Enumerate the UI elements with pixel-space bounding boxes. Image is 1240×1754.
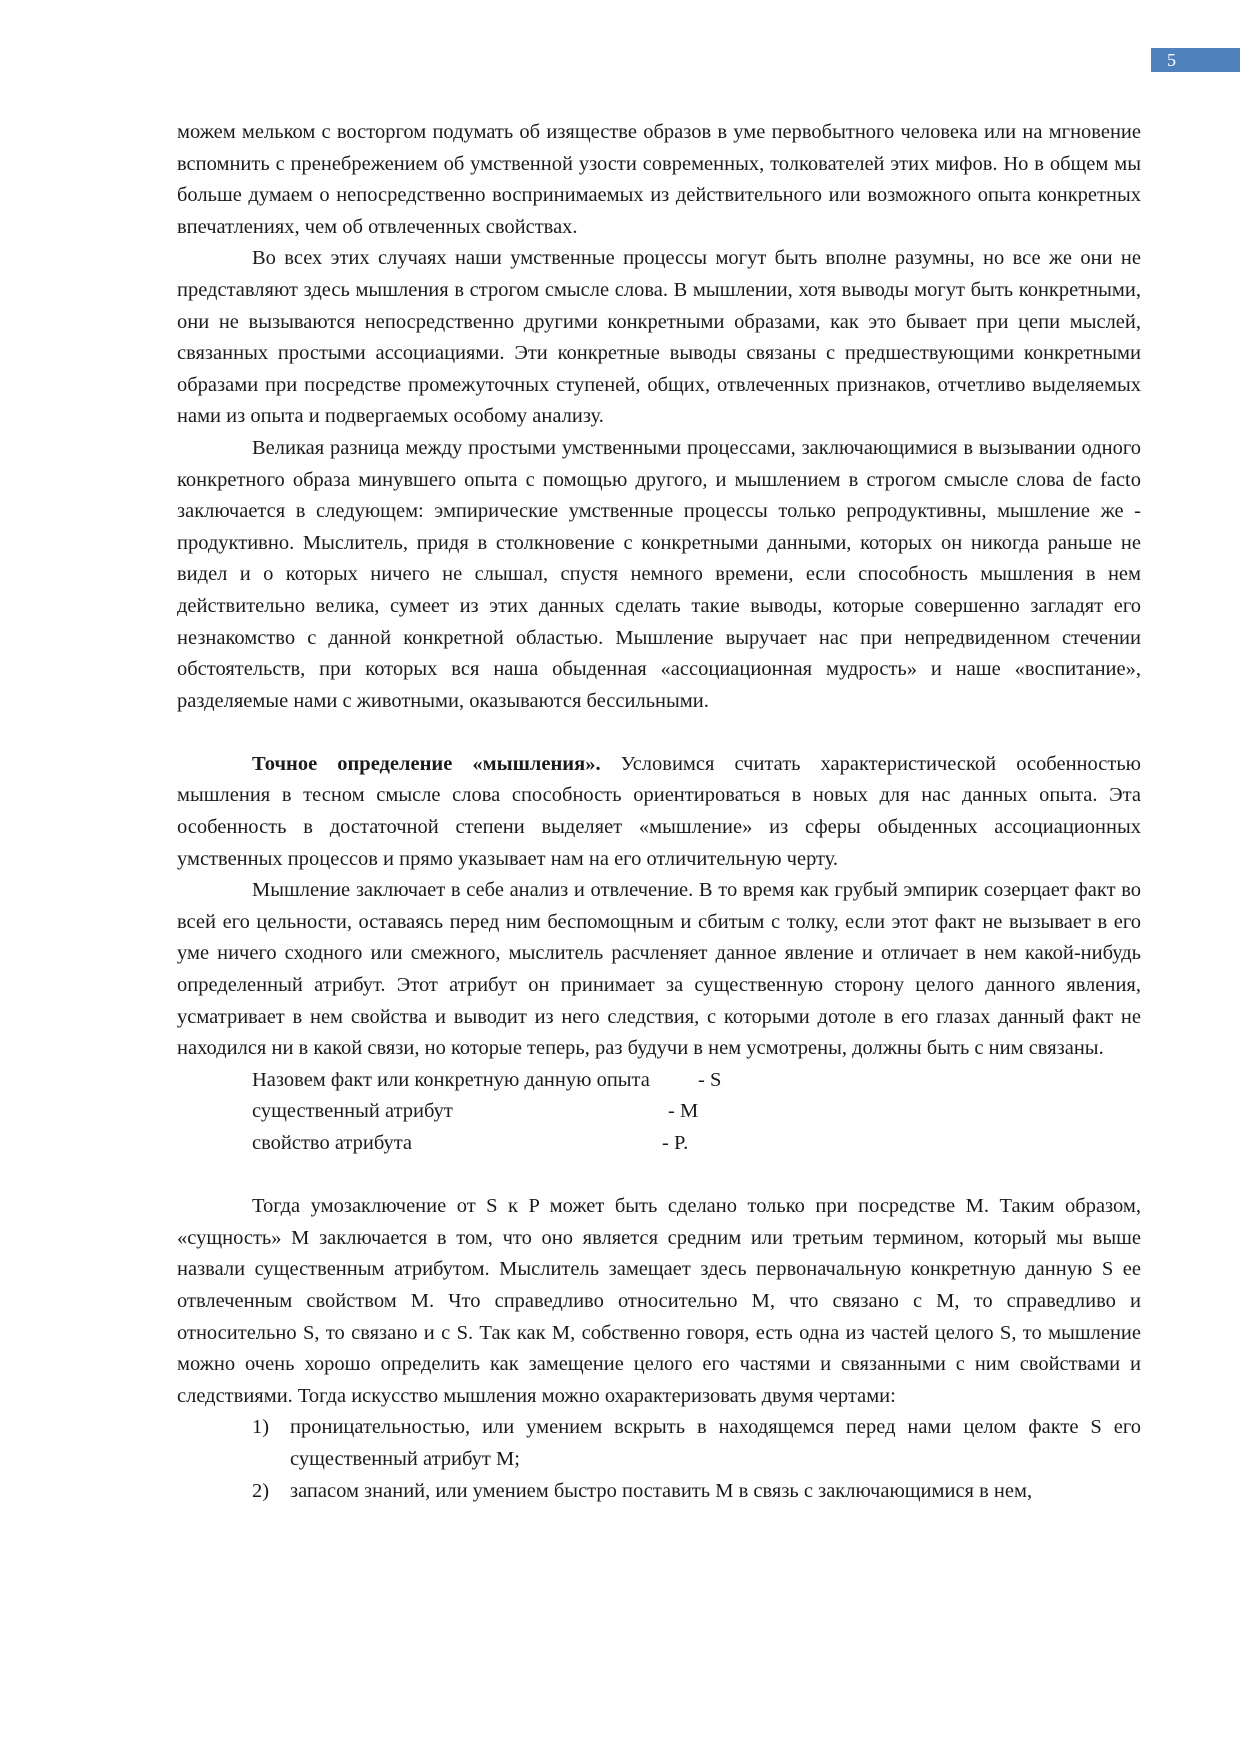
paragraph-5: Мышление заключает в себе анализ и отвлечение. В то время как грубый эмпирик созерцает факт во всей его цельности, оставаясь перед ним беспомощным и сбитым с толку, если этот факт не вызывает в его уме ничего сходного или смежного, мыслитель расчленяет данное явление и отличает в нем какой-нибудь определенный атрибут. Этот атрибут он принимает за существенную сторону целого данного явления, усматривает в нем свойства и выводит из него следствия, с которыми дотоле в его глазах данный факт не находился ни в какой связи, но которые теперь, раз будучи в нем усмотрены, должны быть с ним связаны. [177, 879, 1141, 1060]
definitions-list [252, 1065, 1141, 1160]
list-item-text: запасом знаний, или умением быстро поставить M в связь с заключающимися в нем, [290, 1479, 1033, 1502]
list-item [252, 1412, 1141, 1475]
definition-term: существенный атрибут [252, 1100, 453, 1123]
page-number-badge [1151, 48, 1240, 72]
document-body [177, 117, 1141, 1507]
paragraph-2: Во всех этих случаях наши умственные процессы могут быть вполне разумны, но все же они не представляют здесь мышления в строгом смысле слова. В мышлении, хотя выводы могут быть конкретными, они не вызываются непосредственно другими конкретными образами, как это бывает при цепи мыслей, связанных простыми ассоциациями. Эти конкретные выводы связаны с предшествующими конкретными образами при посредстве промежуточных ступеней, общих, отвлеченных признаков, отчетливо выделяемых нами из опыта и подвергаемых особому анализу. [177, 247, 1141, 428]
paragraph-4-body: Условимся считать характеристической особенностью мышления в тесном смысле слова способность ориентироваться в новых для нас данных опыта. Эта особенность в достаточной степени выделяет «мышление» из сферы обыденных ассоциационных умственных процессов и прямо указывает нам на его отличительную черту. [177, 752, 1141, 870]
list-item-number: 1) [252, 1416, 270, 1439]
definition-row [252, 1128, 1141, 1160]
paragraph-3: Великая разница между простыми умственными процессами, заключающимися в вызывании одного конкретного образа минувшего опыта с помощью другого, и мышлением в строгом смысле слова de facto заключается в следующем: эмпирические умственные процессы только репродуктивны, мышление же - продуктивно. Мыслитель, придя в столкновение с конкретными данными, которых он никогда раньше не видел и о которых ничего не слышал, спустя немного времени, если способность мышления в нем действительно велика, сумеет из этих данных сделать такие выводы, которые совершенно загладят его незнакомство с данной конкретной областью. Мышление выручает нас при непредвиденном стечении обстоятельств, при которых вся наша обыденная «ассоциационная мудрость» и наше «воспитание», разделяемые нами с животными, оказываются бессильными. [177, 436, 1141, 712]
section-heading: Точное определение «мышления». [252, 752, 601, 775]
spacer [177, 717, 1141, 749]
definition-row [252, 1096, 1141, 1128]
numbered-list [252, 1412, 1141, 1507]
list-item-number: 2) [252, 1479, 270, 1502]
paragraph-1: можем мельком с восторгом подумать об изяществе образов в уме первобытного человека или на мгновение вспомнить с пренебрежением об умственной узости современных, толкователей этих мифов. Но в общем мы больше думаем о непосредственно воспринимаемых из действительного или возможного опыта конкретных впечатлениях, чем об отвлеченных свойствах. [177, 121, 1141, 238]
page-number: 5 [1167, 50, 1176, 70]
definition-row [252, 1065, 1141, 1097]
definition-symbol: - P. [662, 1132, 689, 1154]
list-item-text: проницательностью, или умением вскрыть в находящемся перед нами целом факте S его существенный атрибут M; [290, 1416, 1141, 1470]
paragraph-6: Тогда умозаключение от S к P может быть сделано только при посредстве M. Таким образом, «сущность» M заключается в том, что оно является средним или третьим термином, который мы выше назвали существенным атрибутом. Мыслитель замещает здесь первоначальную конкретную данную S ее отвлеченным свойством M. Что справедливо относительно M, что связано с M, то справедливо и относительно S, то связано и с S. Так как M, собственно говоря, есть одна из частей целого S, то мышление можно очень хорошо определить как замещение целого его частями и связанными с ним свойствами и следствиями. Тогда искусство мышления можно охарактеризовать двумя чертами: [177, 1195, 1141, 1407]
spacer [177, 1160, 1141, 1192]
list-item [252, 1476, 1141, 1508]
definition-symbol: - S [698, 1068, 722, 1091]
definition-term: свойство атрибута [252, 1132, 413, 1154]
definition-symbol: - M [668, 1100, 699, 1123]
paragraph-4 [177, 749, 1141, 875]
definition-term: Назовем факт или конкретную данную опыта [252, 1068, 650, 1091]
